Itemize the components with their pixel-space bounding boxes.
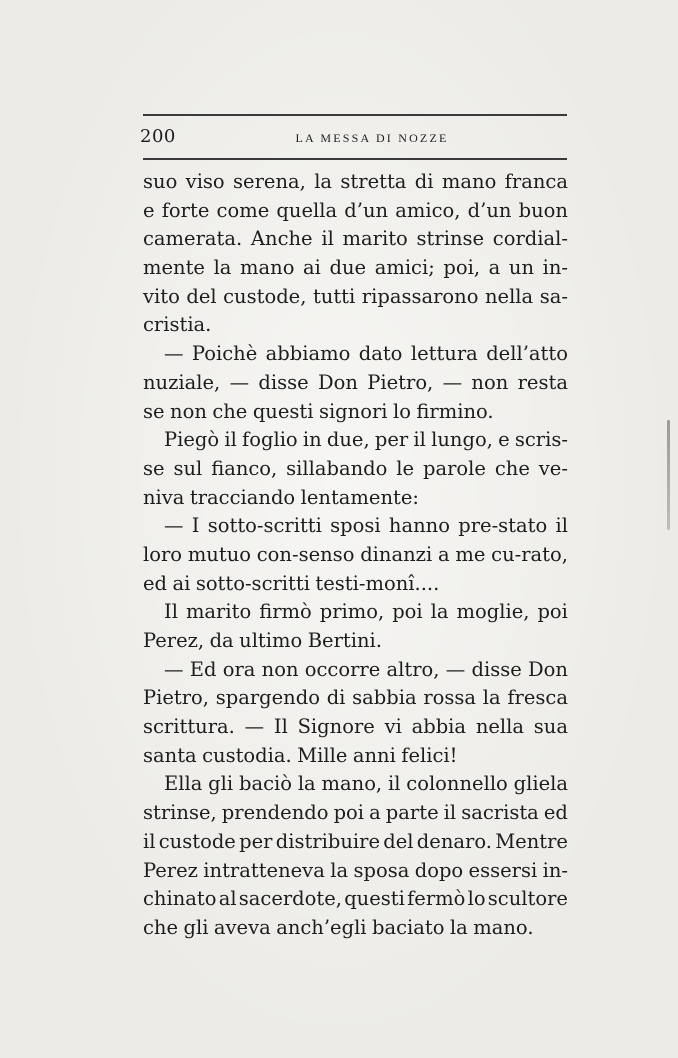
word: marito — [185, 600, 252, 624]
text-line — [143, 857, 568, 886]
text-line — [143, 455, 568, 484]
text-line — [143, 225, 568, 254]
word: se — [143, 456, 165, 480]
word: — — [244, 715, 265, 739]
word: scris- — [514, 428, 568, 452]
word: custodia. — [202, 743, 292, 767]
word: — — [164, 514, 184, 538]
word: intratteneva — [203, 858, 325, 882]
word: — — [164, 342, 184, 366]
word: Mentre — [495, 829, 568, 853]
word: signori — [318, 399, 388, 423]
word: lettura — [410, 342, 478, 366]
word: cordial- — [492, 227, 568, 251]
word: a — [369, 801, 381, 825]
word: firmino. — [416, 399, 494, 423]
word: ai — [172, 571, 191, 595]
text-line — [143, 369, 568, 398]
word: non — [471, 370, 509, 394]
word: santa — [143, 743, 197, 767]
word: anni — [352, 743, 396, 767]
word: in- — [542, 858, 568, 882]
word: prendendo — [221, 801, 329, 825]
word: del — [383, 829, 414, 853]
body-text — [143, 168, 568, 943]
running-title: LA MESSA DI NOZZE — [295, 131, 449, 145]
word: custode, — [223, 284, 307, 308]
word: il — [224, 428, 237, 452]
word: Perez, — [143, 629, 205, 652]
text-line — [143, 541, 568, 570]
word: fresca — [507, 686, 568, 710]
text-line — [143, 598, 568, 627]
word: dopo — [414, 858, 464, 882]
word: me — [455, 542, 486, 566]
word: occorre — [304, 657, 381, 681]
word: lo — [467, 887, 486, 911]
text-line — [143, 627, 568, 656]
text-line — [143, 197, 568, 226]
word: nuziale, — [143, 370, 221, 394]
word: camerata. — [143, 227, 243, 251]
word: colonnello — [406, 772, 508, 796]
text-line — [143, 426, 568, 455]
word: non — [170, 399, 207, 423]
word: di — [414, 170, 434, 193]
word: un — [508, 256, 535, 280]
word: questi — [252, 399, 314, 423]
word: custode — [158, 829, 236, 853]
word: anch’egli — [276, 915, 367, 939]
word: I — [191, 514, 200, 538]
word: non — [261, 657, 299, 681]
word: d’un — [344, 198, 389, 222]
word: dell’atto — [486, 342, 568, 366]
word: a — [488, 256, 501, 280]
word: vito — [143, 284, 180, 308]
word: dato — [358, 342, 403, 366]
word: e — [498, 428, 510, 452]
margin-mark — [667, 420, 670, 530]
text-line — [143, 168, 568, 197]
word: moglie, — [456, 600, 530, 624]
word: la — [297, 772, 316, 796]
word: forte — [161, 198, 210, 222]
word: mano, — [321, 772, 383, 796]
word: due — [329, 256, 367, 280]
header-rule-bottom — [143, 158, 567, 160]
word: strinse, — [143, 801, 217, 825]
word: che — [212, 399, 248, 423]
word: parte — [385, 801, 439, 825]
word: aveva — [213, 915, 271, 939]
word: sillabando — [286, 456, 388, 480]
word: sposi — [330, 514, 381, 538]
word: gli — [183, 915, 209, 939]
word: mano — [240, 256, 295, 280]
word: in- — [542, 256, 568, 280]
word: Il — [164, 600, 178, 624]
word: Signore — [297, 715, 375, 739]
word: loro — [143, 542, 183, 566]
word: amico, — [395, 198, 461, 222]
word: gli — [208, 772, 234, 796]
word: viso — [185, 170, 225, 193]
word: Don — [528, 657, 568, 681]
word: la — [213, 256, 232, 280]
word: gliela — [513, 772, 568, 796]
text-line — [143, 512, 568, 541]
word: felici! — [401, 743, 458, 767]
word: Anche — [250, 227, 313, 251]
word: Perez — [143, 858, 198, 882]
word: — — [445, 657, 466, 681]
word: marito — [342, 227, 408, 251]
word: poi, — [443, 256, 481, 280]
word: per — [374, 428, 409, 452]
word: Pietro, — [143, 686, 209, 710]
word: al — [218, 887, 237, 911]
text-line — [143, 340, 568, 369]
word: ultimo — [239, 629, 303, 652]
word: nella — [484, 284, 534, 308]
text-line — [143, 656, 568, 685]
word: sabbia — [352, 686, 417, 710]
word: sotto-scritti — [207, 514, 322, 538]
word: dinanzi — [360, 542, 433, 566]
word: Il — [273, 715, 288, 739]
word: sacerdote, — [238, 887, 342, 911]
word: poi — [333, 801, 365, 825]
header-rule-top — [143, 114, 567, 116]
word: a — [437, 542, 450, 566]
word: parole — [422, 456, 486, 480]
word: disse — [258, 370, 309, 394]
word: in — [302, 428, 322, 452]
word: cristia. — [143, 313, 212, 337]
word: Don — [318, 370, 358, 394]
word: il — [413, 428, 426, 452]
word: testi-monî.... — [315, 571, 440, 595]
word: che — [494, 456, 530, 480]
word: tracciando — [189, 485, 296, 509]
text-line — [143, 283, 568, 312]
word: spargendo — [215, 686, 320, 710]
word: buon — [518, 198, 568, 222]
word: il — [443, 801, 457, 825]
word: con-senso — [256, 542, 355, 566]
word: ed — [143, 571, 168, 595]
word: tutti — [312, 284, 356, 308]
word: due, — [326, 428, 370, 452]
word: come — [216, 198, 270, 222]
word: questi — [344, 887, 405, 911]
word: mutuo — [187, 542, 251, 566]
word: sotto-scritti — [195, 571, 310, 595]
word: del — [186, 284, 217, 308]
word: chinato — [143, 887, 217, 911]
word: Pietro, — [367, 370, 434, 394]
text-line — [143, 799, 568, 828]
text-line — [143, 713, 568, 742]
text-line — [143, 484, 568, 513]
word: se — [143, 399, 165, 423]
word: vi — [384, 715, 402, 739]
word: mano — [441, 170, 497, 193]
text-line — [143, 885, 568, 914]
word: disse — [471, 657, 522, 681]
word: niva — [143, 485, 185, 509]
word: denaro. — [416, 829, 492, 853]
word: poi — [537, 600, 568, 624]
word: il — [143, 829, 156, 853]
text-line — [143, 828, 568, 857]
word: nella — [475, 715, 525, 739]
word: amici; — [374, 256, 435, 280]
word: abbia — [411, 715, 467, 739]
word: scrittura. — [143, 715, 235, 739]
word: lo — [392, 399, 411, 423]
word: serena, — [233, 170, 306, 193]
word: sacrista — [461, 801, 539, 825]
word: franca — [504, 170, 568, 193]
word: abbiamo — [265, 342, 351, 366]
word: Poichè — [191, 342, 258, 366]
word: per — [239, 829, 273, 853]
word: ed — [543, 801, 568, 825]
word: foglio — [242, 428, 298, 452]
word: fianco, — [211, 456, 278, 480]
word: da — [209, 629, 234, 652]
word: — — [229, 370, 250, 394]
word: scultore — [487, 887, 568, 911]
text-line — [143, 570, 568, 599]
text-line — [143, 914, 568, 943]
word: le — [396, 456, 415, 480]
word: il — [387, 772, 401, 796]
word: Bertini. — [307, 629, 382, 652]
text-line — [143, 770, 568, 799]
word: pre-stato — [458, 514, 548, 538]
word: il — [321, 227, 334, 251]
word: Mille — [297, 743, 348, 767]
word: resta — [517, 370, 568, 394]
word: lentamente: — [300, 485, 419, 509]
word: poi — [392, 600, 423, 624]
word: lungo, — [431, 428, 493, 452]
word: mente — [143, 256, 205, 280]
word: distribuire — [275, 829, 380, 853]
word: Ella — [164, 772, 203, 796]
word: ripassarono — [361, 284, 479, 308]
text-line — [143, 398, 568, 427]
word: quella — [276, 198, 338, 222]
word: suo — [143, 170, 178, 193]
word: ai — [303, 256, 321, 280]
word: baciato — [372, 915, 445, 939]
word: strinse — [416, 227, 485, 251]
word: essersi — [468, 858, 538, 882]
word: — — [164, 657, 184, 681]
word: la — [314, 170, 333, 193]
word: hanno — [388, 514, 450, 538]
word: stretta — [340, 170, 407, 193]
word: sposa — [353, 858, 410, 882]
word: e — [143, 198, 155, 222]
word: primo, — [319, 600, 385, 624]
word: — — [442, 370, 463, 394]
text-line — [143, 684, 568, 713]
word: la — [330, 858, 349, 882]
word: mano. — [473, 915, 534, 939]
word: d’un — [467, 198, 512, 222]
word: ve- — [538, 456, 568, 480]
word: Piegò — [164, 428, 220, 452]
word: altro, — [386, 657, 440, 681]
word: Ed — [189, 657, 217, 681]
text-line — [143, 311, 568, 340]
word: rossa — [423, 686, 477, 710]
word: sa- — [539, 284, 568, 308]
text-line — [143, 742, 568, 771]
text-line — [143, 254, 568, 283]
word: cu-rato, — [491, 542, 568, 566]
word: la — [430, 600, 449, 624]
word: ora — [222, 657, 256, 681]
word: sul — [173, 456, 203, 480]
word: che — [143, 915, 179, 939]
word: sua — [533, 715, 568, 739]
word: firmò — [259, 600, 312, 624]
word: il — [555, 514, 568, 538]
word: baciò — [238, 772, 292, 796]
page-number: 200 — [140, 126, 176, 147]
word: di — [326, 686, 346, 710]
word: la — [449, 915, 468, 939]
word: fermò — [407, 887, 466, 911]
word: la — [482, 686, 501, 710]
